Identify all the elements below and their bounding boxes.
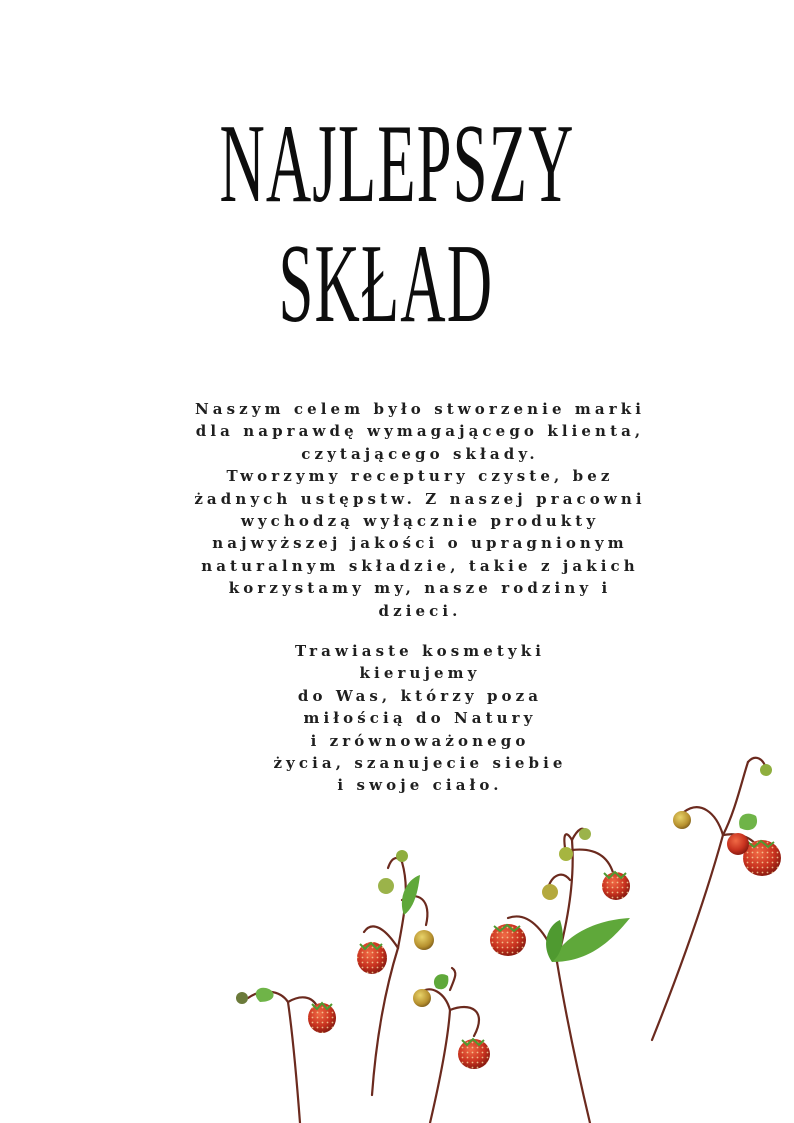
text-line: naturalnym składzie, takie z jakich: [201, 556, 639, 575]
page-title-line-2: [175, 222, 620, 346]
title-text-1: NAJLEPSZY: [219, 102, 575, 226]
text-line: Naszym celem było stworzenie marki: [194, 400, 646, 418]
title-text-2: SKŁAD: [278, 222, 494, 346]
intro-paragraph: [170, 398, 670, 622]
text-line: dla naprawdę wymagającego klienta,: [195, 422, 645, 441]
text-line: Trawiaste kosmetyki: [294, 642, 546, 660]
text-line: Tworzymy receptury czyste, bez: [226, 467, 614, 486]
text-line: żadnych ustępstw. Z naszej pracowni: [194, 489, 646, 508]
text-line: i zrównoważonego: [310, 731, 530, 750]
text-line: korzystamy my, nasze rodziny i: [228, 579, 612, 598]
page-title-line-1: [175, 102, 620, 226]
text-line: życia, szanujecie siebie: [273, 754, 567, 773]
leaves: [256, 814, 757, 1002]
text-line: wychodzą wyłącznie produkty: [240, 512, 600, 531]
berry: [458, 1039, 490, 1069]
text-line: do Was, którzy poza: [297, 686, 543, 705]
text-line: i swoje ciało.: [337, 776, 503, 795]
berry: [308, 1003, 336, 1033]
wild-strawberry-illustration: [0, 740, 794, 1123]
berry: [490, 924, 526, 956]
berry: [602, 872, 630, 900]
berry: [727, 833, 749, 855]
text-line: czytającego składy.: [301, 444, 539, 463]
berry: [357, 942, 387, 974]
text-line: dzieci.: [378, 601, 462, 620]
text-line: najwyższej jakości o upragnionym: [212, 534, 628, 553]
text-line: miłością do Natury: [303, 709, 537, 728]
text-line: kierujemy: [359, 664, 481, 683]
buds: [236, 764, 772, 1007]
